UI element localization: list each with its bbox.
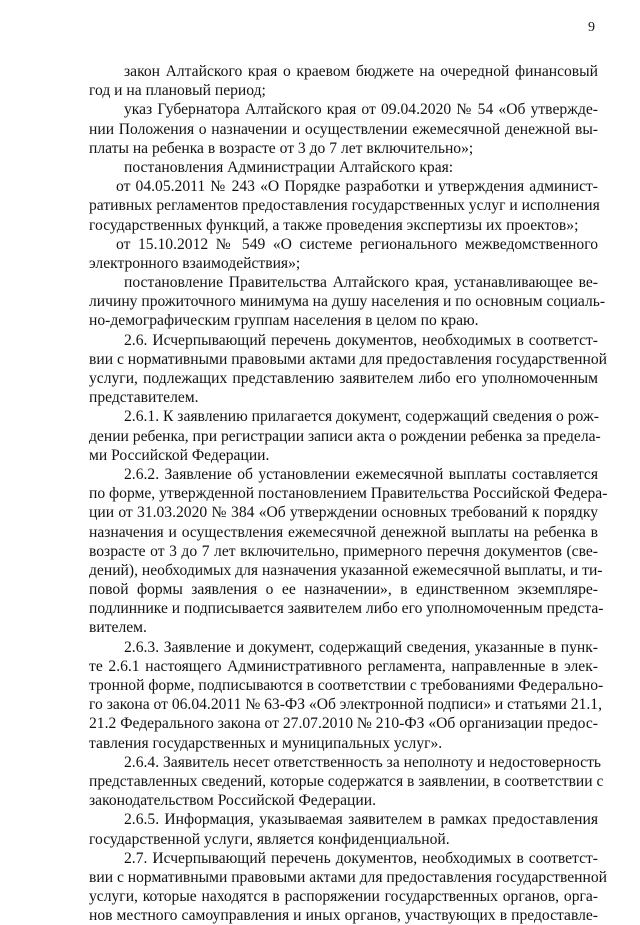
text-line: год и на плановый период;: [89, 82, 266, 100]
text-line: вии с нормативными правовыми актами для предоставления государственной: [89, 350, 607, 368]
text-line: от 15.10.2012 № 549 «О системе регионального межведомственного: [116, 235, 598, 253]
text-line: назначения и осуществления ежемесячной денежной выплаты на ребенка в: [89, 523, 598, 541]
text-line: 21.2 Федерального закона от 27.07.2010 № 210-ФЗ «Об организации предос-: [89, 715, 598, 733]
text-line: законодательством Российской Федерации.: [89, 792, 376, 810]
text-line: тавления государственных и муниципальных услуг».: [89, 734, 443, 752]
text-line: ративных регламентов предоставления государственных услуг и исполнения: [89, 197, 600, 215]
text-line: ции от 31.03.2020 № 384 «Об утверждении основных требований к порядку: [89, 504, 598, 522]
text-line: государственной услуги, является конфиденциальной.: [89, 830, 450, 848]
text-line: нии Положения о назначении и осуществлении ежемесячной денежной вы-: [89, 120, 598, 138]
text-line: закон Алтайского края о краевом бюджете на очередной финансовый: [124, 63, 598, 80]
text-line: по форме, утвержденной постановлением Правительства Российской Федера-: [89, 485, 608, 503]
text-line: платы на ребенка в возрасте от 3 до 7 лет включительно»;: [89, 139, 474, 157]
text-line: постановление Правительства Алтайского края, устанавливающее ве-: [124, 274, 598, 292]
text-line: 2.6.4. Заявитель несет ответственность за неполноту и недостоверность: [124, 753, 602, 771]
text-line: постановления Администрации Алтайского края:: [124, 158, 454, 176]
text-line: нов местного самоуправления и иных органов, участвующих в предоставле-: [89, 907, 598, 925]
text-line: тронной форме, подписываются в соответствии с требованиями Федерально-: [89, 677, 604, 694]
text-line: возрасте от 3 до 7 лет включительно, примерного перечня документов (све-: [89, 542, 598, 560]
text-line: услуги, которые находятся в распоряжении государственных органов, орга-: [89, 888, 598, 906]
text-line: от 04.05.2011 № 243 «О Порядке разработки и утверждения админист-: [116, 178, 598, 196]
text-line: го закона от 06.04.2011 № 63-ФЗ «Об электронной подписи» и статьями 21.1,: [89, 696, 602, 714]
page-number: 9: [588, 20, 595, 35]
text-line: услуги, подлежащих представлению заявителем либо его уполномоченным: [89, 370, 598, 387]
text-line: личину прожиточного минимума на душу населения и по основным социаль-: [89, 293, 606, 311]
text-line: 2.7. Исчерпывающий перечень документов, необходимых в соответст-: [124, 849, 598, 867]
text-line: 2.6.1. К заявлению прилагается документ, содержащий сведения о рож-: [124, 408, 599, 426]
text-line: вителем.: [89, 619, 147, 637]
text-line: 2.6.2. Заявление об установлении ежемесячной выплаты составляется: [124, 465, 598, 483]
text-line: представителем.: [89, 389, 199, 407]
text-line: представленных сведений, которые содержатся в заявлении, в соответствии с: [89, 772, 604, 790]
text-line: дении ребенка, при регистрации записи акта о рождении ребенка за предела-: [89, 427, 601, 445]
text-line: дений), необходимых для назначения указанной ежемесячной выплаты, и ти-: [89, 561, 603, 579]
text-line: те 2.6.1 настоящего Административного регламента, направленные в элек-: [89, 657, 598, 675]
text-line: государственных функций, а также проведения экспертизы их проектов»;: [89, 216, 579, 234]
text-line: электронного взаимодействия»;: [89, 254, 301, 272]
text-line: 2.6.5. Информация, указываемая заявителем в рамках предоставления: [124, 811, 598, 829]
text-line: указ Губернатора Алтайского края от 09.04.2020 № 54 «Об утвержде-: [124, 101, 598, 119]
document-body: [89, 62, 608, 925]
text-line: ми Российской Федерации.: [89, 446, 270, 464]
text-line: вии с нормативными правовыми актами для предоставления государственной: [89, 868, 607, 886]
text-line: подлиннике и подписывается заявителем либо его уполномоченным предста-: [89, 600, 604, 618]
text-line: 2.6.3. Заявление и документ, содержащий сведения, указанные в пунк-: [124, 638, 598, 656]
text-line: повой формы заявления о ее назначении», в единственном экземпляре-: [89, 581, 598, 599]
text-line: но-демографическим группам населения в целом по краю.: [89, 312, 479, 330]
text-line: 2.6. Исчерпывающий перечень документов, необходимых в соответст-: [124, 331, 598, 349]
